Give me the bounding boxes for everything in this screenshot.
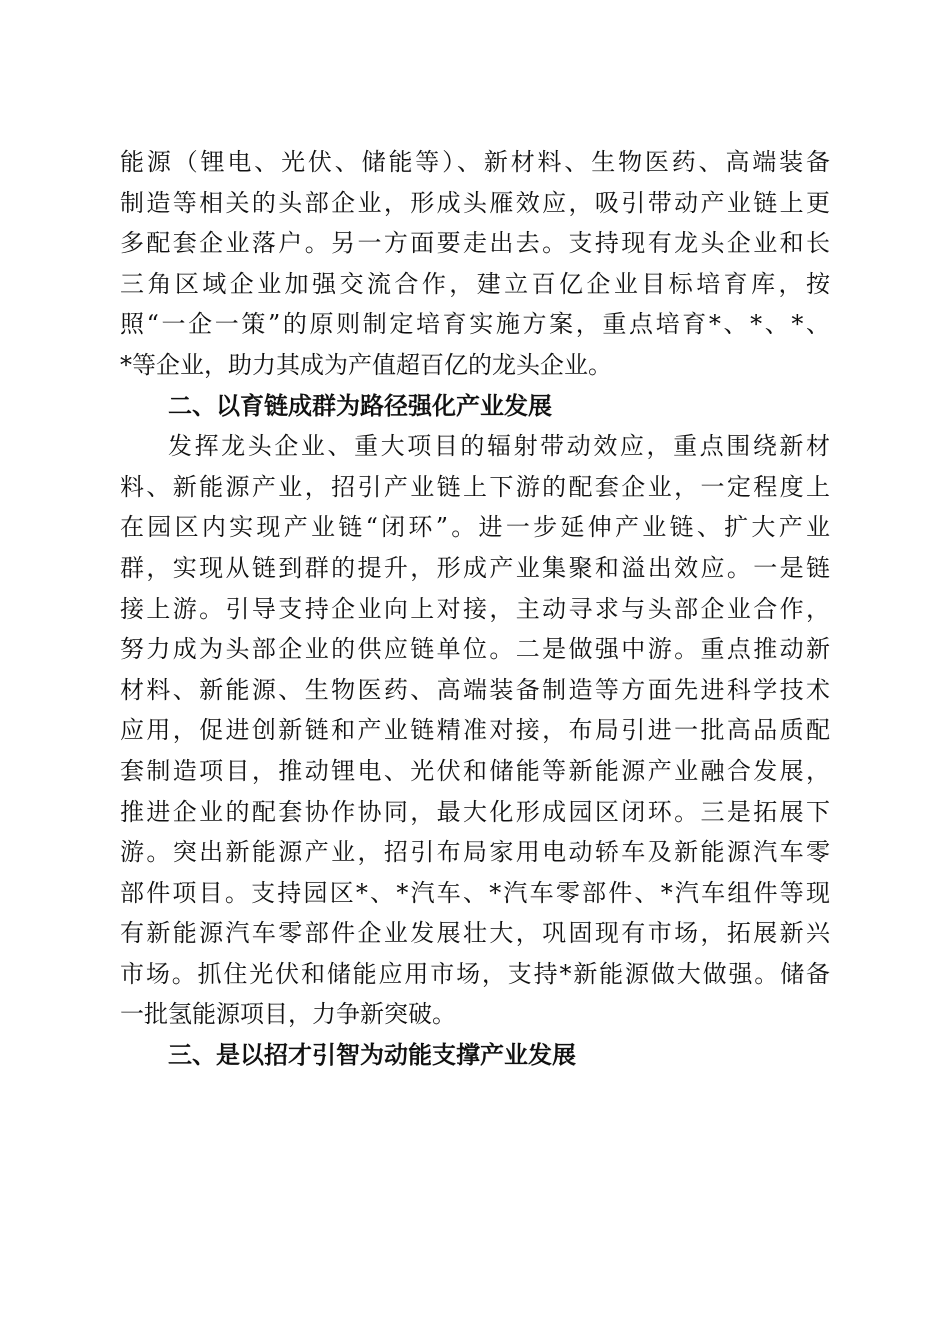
paragraph-2-line: 套制造项目，推动锂电、光伏和储能等新能源产业融合发展， bbox=[120, 756, 830, 785]
paragraph-2-line: 部件项目。支持园区*、*汽车、*汽车零部件、*汽车组件等现 bbox=[120, 878, 830, 907]
paragraph-1-line: *等企业，助力其成为产值超百亿的龙头企业。 bbox=[120, 350, 612, 379]
paragraph-2-line: 一批氢能源项目，力争新突破。 bbox=[120, 1000, 456, 1029]
paragraph-1-line: 三角区域企业加强交流合作，建立百亿企业目标培育库，按 bbox=[120, 269, 830, 298]
section-heading-3: 三、是以招才引智为动能支撑产业发展 bbox=[168, 1041, 576, 1070]
paragraph-2-line: 努力成为头部企业的供应链单位。二是做强中游。重点推动新 bbox=[120, 635, 830, 664]
section-heading-2: 二、以育链成群为路径强化产业发展 bbox=[168, 391, 552, 420]
paragraph-1-line: 能源（锂电、光伏、储能等）、新材料、生物医药、高端装备 bbox=[120, 148, 830, 176]
paragraph-2-line: 料、新能源产业，招引产业链上下游的配套企业，一定程度上 bbox=[120, 472, 830, 501]
paragraph-2-line: 游。突出新能源产业，招引布局家用电动轿车及新能源汽车零 bbox=[120, 838, 830, 867]
paragraph-2-line: 发挥龙头企业、重大项目的辐射带动效应，重点围绕新材 bbox=[168, 432, 830, 461]
paragraph-1-line: 制造等相关的头部企业，形成头雁效应，吸引带动产业链上更 bbox=[120, 188, 830, 217]
paragraph-2-line: 接上游。引导支持企业向上对接，主动寻求与头部企业合作， bbox=[120, 594, 830, 623]
paragraph-1-line: 多配套企业落户。另一方面要走出去。支持现有龙头企业和长 bbox=[120, 229, 830, 258]
paragraph-1-line: 照“一企一策”的原则制定培育实施方案，重点培育*、*、*、 bbox=[120, 310, 830, 339]
paragraph-2-line: 有新能源汽车零部件企业发展壮大，巩固现有市场，拓展新兴 bbox=[120, 919, 830, 948]
paragraph-2-line: 群，实现从链到群的提升，形成产业集聚和溢出效应。一是链 bbox=[120, 553, 830, 582]
body-text bbox=[120, 142, 830, 1076]
paragraph-2-line: 材料、新能源、生物医药、高端装备制造等方面先进科学技术 bbox=[120, 675, 830, 704]
paragraph-2-line: 在园区内实现产业链“闭环”。进一步延伸产业链、扩大产业 bbox=[120, 513, 830, 542]
paragraph-2-line: 应用，促进创新链和产业链精准对接，布局引进一批高品质配 bbox=[120, 716, 830, 745]
paragraph-2-line: 市场。抓住光伏和储能应用市场，支持*新能源做大做强。储备 bbox=[120, 959, 830, 988]
paragraph-2-line: 推进企业的配套协作协同，最大化形成园区闭环。三是拓展下 bbox=[120, 797, 830, 826]
